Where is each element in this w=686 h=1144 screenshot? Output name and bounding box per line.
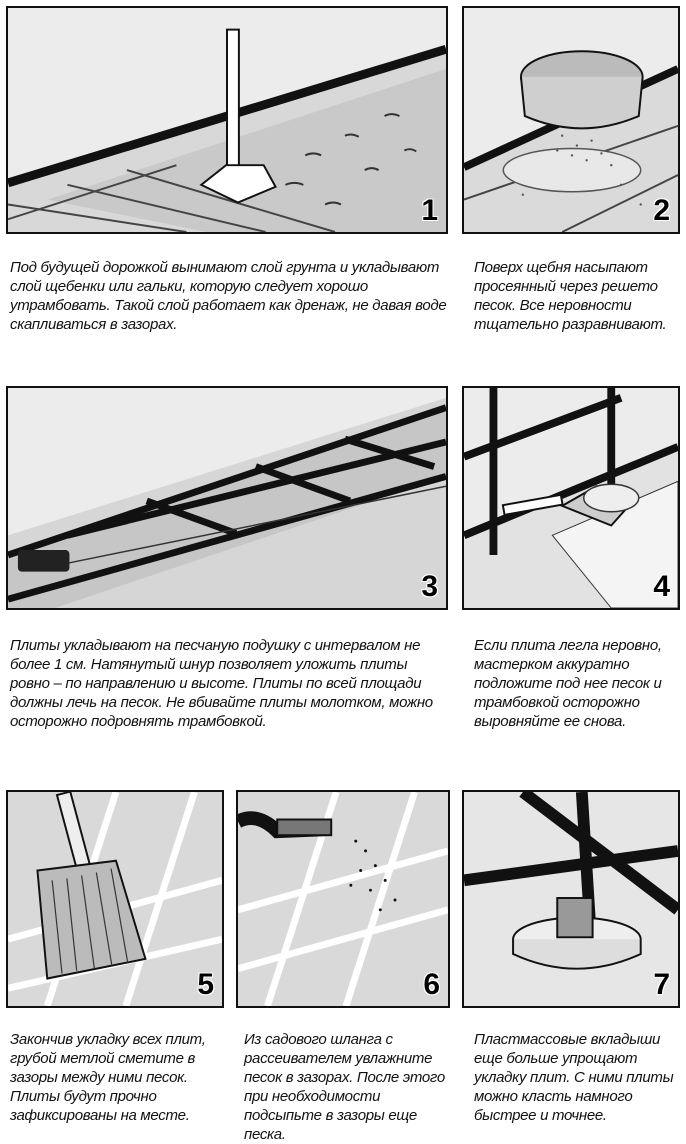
caption-step-2: Поверх щебня насыпают просеянный через решето песок. Все неровности тщательно разравнивают. [474, 259, 667, 333]
step-number: 7 [653, 968, 670, 1001]
caption-step-3: Плиты укладывают на песчаную подушку с интервалом не более 1 см. Натянутый шнур позволяет уложить плиты ровно – по направлению и высоте. Плиты по всей площади должны лечь на песок. Не вбивайте плиты молотком, можно осторожно подровнять трамбовкой. [10, 637, 433, 730]
illustration-step-7 [462, 790, 680, 1008]
illustration-step-6 [236, 790, 450, 1008]
laying-slabs-illustration [8, 388, 446, 608]
caption-step-5: Закончив укладку всех плит, грубой метлой сметите в зазоры между ними песок. Плиты будут прочно зафиксированы на месте. [10, 1031, 206, 1124]
broom-illustration [8, 792, 222, 1006]
tamping-illustration [8, 8, 446, 232]
step-number: 1 [421, 194, 438, 227]
step-number: 4 [653, 570, 670, 603]
caption-step-1: Под будущей дорожкой вынимают слой грунта и укладывают слой щебенки или гальки, которую следует хорошо утрамбовать. Такой слой работает как дренаж, не давая воде скапливаться в зазорах. [10, 259, 447, 333]
illustration-step-4 [462, 386, 680, 610]
trowel-illustration [464, 388, 678, 608]
illustration-step-1 [6, 6, 448, 234]
caption-step-4: Если плита легла неровно, мастерком аккуратно подложите под нее песок и трамбовкой осторожно выровняйте ее снова. [474, 637, 662, 730]
spacer-illustration [464, 792, 678, 1006]
step-number: 2 [653, 194, 670, 227]
illustration-step-2 [462, 6, 680, 234]
step-number: 3 [421, 570, 438, 603]
illustration-step-5 [6, 790, 224, 1008]
hose-illustration [238, 792, 448, 1006]
illustration-step-3 [6, 386, 448, 610]
caption-step-6: Из садового шланга с рассеивателем увлажните песок в зазорах. После этого при необходимости подсыпьте в зазоры еще песка. [244, 1031, 445, 1143]
step-number: 5 [197, 968, 214, 1001]
sieve-illustration [464, 8, 678, 232]
caption-step-7: Пластмассовые вкладыши еще больше упрощают укладку плит. С ними плиты можно класть намного быстрее и точнее. [474, 1031, 674, 1124]
step-number: 6 [423, 968, 440, 1001]
